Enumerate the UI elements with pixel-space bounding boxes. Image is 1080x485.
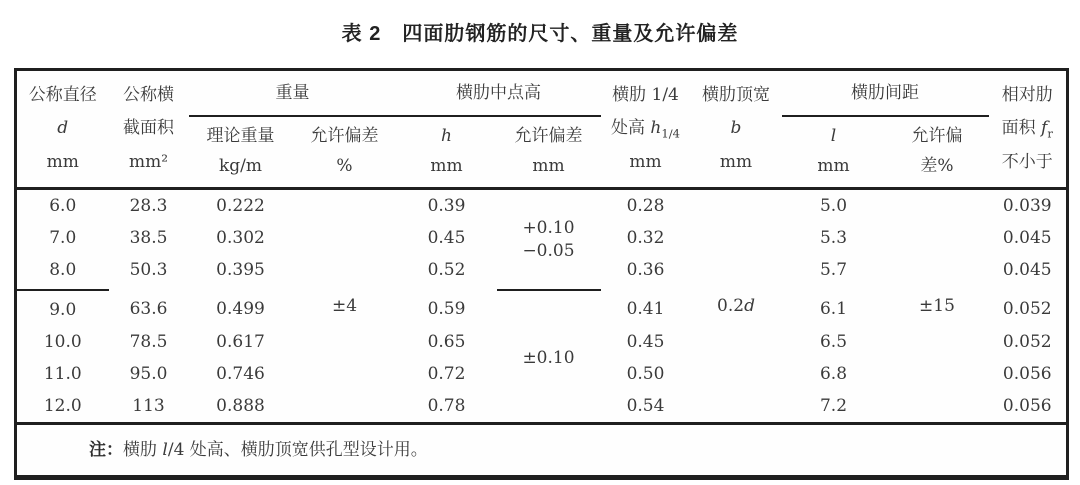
cell-h-deviation-top: +0.10 −0.05 (497, 189, 601, 291)
header-group-weight: 重量 (189, 70, 397, 117)
cell-h-quarter: 0.45 (626, 331, 665, 352)
cell-weight: 0.222 (189, 189, 293, 223)
cell-area: 113 (132, 395, 165, 416)
cell-weight: 0.499 (216, 299, 265, 320)
header-group-rib-spacing: 横肋间距 (782, 70, 989, 117)
header-rib-quarter-height: 横肋 1/4 处高 $h_{1/4}$ mm (611, 85, 680, 172)
cell-h-quarter: 0.50 (626, 363, 665, 384)
cell-l: 5.0 (782, 189, 886, 223)
cell-h-quarter: 0.36 (626, 260, 665, 281)
cell-h-deviation-bottom: ±0.10 (522, 347, 575, 368)
cell-rel-rib-area: 0.045 (1002, 260, 1052, 281)
cell-rib-top-width: 0.2d (691, 189, 782, 424)
cell-l: 6.8 (819, 363, 848, 384)
cell-rel-rib-area: 0.039 (989, 189, 1068, 223)
header-nominal-area: 公称横 截面积 mm² (123, 85, 174, 172)
header-h-deviation: 允许偏差 mm (514, 126, 583, 176)
table-title: 表 2 四面肋钢筋的尺寸、重量及允许偏差 (341, 23, 739, 45)
cell-h-quarter: 0.41 (626, 299, 665, 320)
spec-table (14, 68, 1069, 480)
cell-area: 28.3 (109, 189, 189, 223)
cell-h: 0.65 (427, 331, 466, 352)
cell-h-quarter: 0.32 (626, 227, 665, 248)
header-l: l mm (817, 126, 850, 176)
cell-l: 5.7 (819, 260, 848, 281)
header-h: h mm (430, 126, 463, 176)
cell-l: 6.1 (819, 299, 848, 320)
header-theoretical-weight: 理论重量 kg/m (206, 126, 275, 176)
cell-rel-rib-area: 0.056 (1002, 395, 1052, 416)
header-l-deviation: 允许偏 差% (911, 126, 963, 176)
cell-area: 78.5 (129, 331, 168, 352)
cell-weight: 0.302 (216, 227, 265, 248)
header-nominal-diameter: 公称直径 d mm (28, 85, 97, 172)
cell-h: 0.59 (427, 299, 466, 320)
cell-h: 0.52 (427, 260, 466, 281)
cell-rel-rib-area: 0.052 (1002, 299, 1052, 320)
table-note-row (16, 424, 1068, 478)
header-relative-rib-area: 相对肋 面积 $f_r$ 不小于 (1001, 85, 1053, 172)
cell-diameter: 6.0 (16, 189, 109, 223)
table-row (16, 189, 1068, 223)
cell-area: 50.3 (129, 260, 168, 281)
cell-area: 63.6 (129, 299, 168, 320)
cell-weight: 0.395 (216, 260, 265, 281)
cell-diameter: 12.0 (43, 395, 82, 416)
cell-diameter: 11.0 (43, 363, 82, 384)
cell-h: 0.78 (427, 395, 466, 416)
header-group-rib-mid-height: 横肋中点高 (397, 70, 601, 117)
note-prefix: 注： (89, 439, 123, 460)
cell-diameter: 7.0 (49, 227, 77, 248)
cell-area: 38.5 (129, 227, 168, 248)
cell-rel-rib-area: 0.045 (1002, 227, 1052, 248)
cell-h-quarter: 0.54 (626, 395, 665, 416)
cell-h: 0.39 (397, 189, 497, 223)
cell-h-quarter: 0.28 (601, 189, 691, 223)
cell-diameter: 9.0 (49, 299, 77, 320)
cell-rel-rib-area: 0.052 (1002, 331, 1052, 352)
cell-h: 0.72 (427, 363, 466, 384)
cell-area: 95.0 (129, 363, 168, 384)
cell-l: 7.2 (819, 395, 848, 416)
cell-weight: 0.888 (216, 395, 265, 416)
cell-weight: 0.746 (216, 363, 265, 384)
cell-rel-rib-area: 0.056 (1002, 363, 1052, 384)
header-weight-deviation: 允许偏差 % (310, 126, 379, 176)
cell-diameter: 10.0 (43, 331, 82, 352)
cell-h: 0.45 (427, 227, 466, 248)
cell-diameter: 8.0 (16, 254, 109, 290)
cell-l: 5.3 (819, 227, 848, 248)
cell-weight-deviation: ±4 (293, 189, 397, 424)
cell-l: 6.5 (819, 331, 848, 352)
header-rib-top-width: 横肋顶宽 b mm (702, 85, 770, 172)
table-note: 注：横肋 l/4 处高、横肋顶宽供孔型设计用。 (16, 424, 1068, 478)
cell-l-deviation: ±15 (886, 189, 989, 424)
cell-weight: 0.617 (216, 331, 265, 352)
